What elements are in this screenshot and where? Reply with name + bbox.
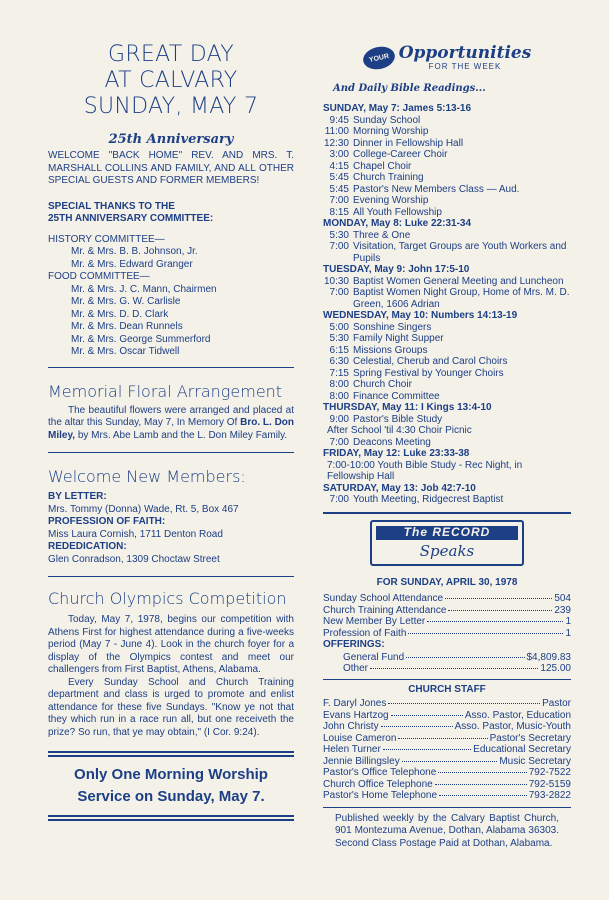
schedule-item-time: 9:45: [329, 114, 349, 126]
schedule-item-time: 10:30: [323, 275, 349, 287]
stat-row-value: 504: [554, 593, 571, 604]
worship-notice: [48, 764, 294, 808]
stat-row: [323, 593, 571, 605]
leader-dots: [388, 703, 540, 704]
schedule-item: [323, 161, 571, 173]
staff-row-label: Church Office Telephone: [323, 778, 433, 790]
rededication-label: REDEDICATION:: [48, 541, 127, 552]
schedule-item-text: Youth Meeting, Ridgecrest Baptist: [353, 494, 504, 505]
record-heading: FOR SUNDAY, APRIL 30, 1978: [376, 576, 518, 588]
schedule-item-text: Morning Worship: [353, 126, 429, 137]
schedule-item-text: Baptist Women General Meeting and Luncheon: [353, 275, 564, 287]
schedule-item-time: 6:30: [329, 356, 349, 367]
stat-row-label: Church Training Attendance: [323, 604, 447, 616]
attendance-stats: [323, 593, 571, 639]
schedule-item-text: Dinner in Fellowship Hall: [353, 137, 464, 149]
notice-line-2: Service on Sunday, May 7.: [77, 788, 265, 805]
staff-row: [323, 756, 571, 768]
offering-row-label: Other: [343, 663, 369, 674]
schedule-day-heading: FRIDAY, May 12: Luke 23:33-38: [323, 448, 470, 459]
thanks-heading-1: SPECIAL THANKS TO THE: [48, 200, 175, 212]
schedule-item: [323, 494, 571, 506]
schedule-item-time: 9:00: [329, 413, 349, 425]
stat-row-label: Profession of Faith: [323, 627, 407, 639]
schedule-item: [323, 322, 571, 334]
schedule-item-time: 8:15: [329, 206, 349, 218]
by-letter-text: Mrs. Tommy (Donna) Wade, Rt. 5, Box 467: [48, 503, 239, 515]
schedule-item: [323, 195, 571, 207]
leader-dots: [408, 633, 563, 634]
title-line-3: SUNDAY, MAY 7: [83, 94, 259, 119]
schedule-item-time: 5:30: [329, 229, 349, 241]
schedule-item-text: Sunday School: [353, 114, 421, 126]
opportunities-header: [323, 44, 571, 71]
profession-text: Miss Laura Cornish, 1711 Denton Road: [48, 528, 223, 540]
staff-row-label: Jennie Billingsley: [323, 755, 400, 767]
stat-row-value: 239: [554, 604, 571, 616]
schedule-item-time: 3:00: [329, 149, 349, 160]
schedule-item: [323, 356, 571, 368]
schedule-item-text: Sonshine Singers: [353, 321, 432, 333]
schedule-item-text: Celestial, Cherub and Carol Choirs: [353, 356, 508, 367]
schedule-item-text: 7:00-10:00 Youth Bible Study - Rec Night, in Fellowship Hall: [327, 459, 523, 482]
staff-row-value: 793-2822: [528, 790, 571, 801]
schedule-item-time: 7:00: [329, 287, 349, 298]
leader-dots: [383, 749, 471, 750]
schedule-item-text: Spring Festival by Younger Choirs: [353, 367, 504, 379]
schedule-item-text: After School 'til 4:30 Choir Picnic: [327, 425, 472, 436]
divider: [323, 807, 571, 808]
floral-text: The beautiful flowers were arranged and placed at the altar this Sunday, May 7, In Memory Of Bro. L. Don Miley, by Mrs. Abe Lamb and the L. Don Miley Family.: [48, 404, 295, 441]
offerings-list: [323, 652, 571, 675]
schedule-item-time: 5:30: [329, 333, 349, 344]
staff-row-label: Louise Cameron: [323, 732, 397, 744]
schedule-item: [323, 230, 571, 242]
offering-row: [343, 663, 571, 675]
olympics-paragraph-1: Today, May 7, 1978, begins our competition with Athens First for highest attendance during a five-weeks period (May 7 - June 4). Look in the church foyer for a display of the Olympics contest and meet our challengers from First Baptist, Athens, Alabama.: [48, 614, 294, 675]
schedule-item: [323, 425, 571, 437]
food-committee-label: FOOD COMMITTEE—: [48, 271, 150, 282]
members-title: Welcome New Members:: [48, 467, 246, 486]
schedule-day-heading: TUESDAY, May 9: John 17:5-10: [323, 264, 470, 275]
rededication-text: Glen Conradson, 1309 Choctaw Street: [48, 553, 220, 565]
anniversary-heading: 25th Anniversary: [108, 132, 234, 147]
schedule-day-heading: SUNDAY, May 7: James 5:13-16: [323, 103, 472, 114]
schedule-day-heading: MONDAY, May 8: Luke 22:31-34: [323, 218, 472, 229]
schedule-item-text: Evening Worship: [353, 195, 429, 206]
leader-dots: [448, 610, 552, 611]
schedule-day-heading: SATURDAY, May 13: Job 42:7-10: [323, 482, 476, 494]
leader-dots: [398, 738, 487, 739]
leader-dots: [438, 772, 526, 773]
offering-row-value: $4,809.83: [526, 651, 571, 663]
olympics-title: Church Olympics Competition: [48, 589, 287, 608]
staff-row-label: Evans Hartzog: [323, 709, 389, 721]
schedule-item: [323, 276, 571, 288]
schedule-item-time: 12:30: [323, 137, 349, 149]
staff-row-label: Pastor's Office Telephone: [323, 767, 437, 778]
history-committee-list: [48, 246, 294, 271]
offering-row: [343, 652, 571, 664]
divider: [323, 679, 571, 680]
right-column: [323, 0, 571, 850]
schedule-item-time: 5:45: [329, 172, 349, 183]
schedule-item-text: Missions Groups: [353, 344, 428, 356]
staff-row-value: Pastor's Secretary: [489, 732, 571, 744]
schedule-item-text: Church Training: [353, 172, 424, 183]
schedule-item-time: 11:00: [324, 126, 349, 137]
leader-dots: [370, 668, 538, 669]
schedule-item-text: College-Career Choir: [353, 149, 448, 160]
stat-row: [323, 616, 571, 628]
leader-dots: [391, 715, 463, 716]
welcome-text: WELCOME "BACK HOME" REV. AND MRS. T. MARSHALL COLLINS AND FAMILY, AND ALL OTHER SPECIAL GUESTS AND FORMER MEMBERS!: [48, 150, 294, 186]
schedule-item: [323, 414, 571, 426]
list-item: Mr. & Mrs. G. W. Carlisle: [71, 296, 181, 307]
weekly-schedule: [323, 103, 571, 506]
leader-dots: [427, 621, 563, 622]
schedule-item-text: Church Choir: [353, 379, 412, 390]
offerings-label: OFFERINGS:: [323, 639, 385, 650]
staff-row-value: Music Secretary: [499, 755, 571, 767]
staff-row-value: Asso. Pastor, Music-Youth: [454, 721, 571, 732]
staff-row-label: F. Daryl Jones: [323, 698, 387, 709]
staff-row: [323, 721, 571, 733]
food-committee-list: [48, 284, 294, 359]
floral-title: Memorial Floral Arrangement: [48, 381, 283, 401]
schedule-item: [323, 333, 571, 345]
list-item: Mr. & Mrs. B. B. Johnson, Jr.: [71, 246, 198, 257]
offering-row-label: General Fund: [343, 651, 405, 663]
stat-row-value: 1: [565, 616, 571, 627]
schedule-item: [323, 115, 571, 127]
record-speaks-logo: [370, 520, 524, 566]
schedule-day-heading: THURSDAY, May 11: I Kings 13:4-10: [323, 402, 492, 413]
schedule-item: [323, 241, 571, 264]
staff-row: [323, 790, 571, 802]
schedule-item-time: 5:00: [329, 321, 349, 333]
schedule-day-heading: WEDNESDAY, May 10: Numbers 14:13-19: [323, 310, 518, 321]
schedule-item-time: 5:45: [329, 183, 349, 195]
staff-row-label: John Christy: [323, 721, 379, 732]
opportunities-title: Opportunities: [398, 43, 532, 63]
staff-row: [323, 710, 571, 722]
offering-row-value: 125.00: [540, 663, 571, 674]
schedule-item: [323, 149, 571, 161]
thanks-heading-2: 25TH ANNIVERSARY COMMITTEE:: [48, 213, 214, 224]
schedule-item: [323, 172, 571, 184]
speaks-logo-text: Speaks: [419, 541, 475, 560]
left-column: [48, 0, 294, 821]
schedule-item-text: Chapel Choir: [353, 160, 412, 172]
schedule-item: [323, 368, 571, 380]
staff-row-label: Helen Turner: [323, 744, 381, 755]
opportunities-subtitle: FOR THE WEEK: [428, 62, 502, 71]
staff-row: [323, 767, 571, 779]
list-item: Mr. & Mrs. Oscar Tidwell: [71, 346, 180, 357]
schedule-item-time: 7:00: [329, 494, 349, 505]
schedule-item-time: 8:00: [329, 379, 349, 390]
schedule-item: [323, 207, 571, 219]
schedule-item-time: 7:15: [329, 367, 349, 379]
title-line-2: AT CALVARY: [104, 68, 238, 93]
schedule-item-time: 7:00: [329, 436, 349, 448]
schedule-item: [323, 287, 571, 310]
staff-list: [323, 698, 571, 802]
schedule-item: [323, 126, 571, 138]
list-item: Mr. & Mrs. Edward Granger: [71, 258, 193, 270]
staff-heading: CHURCH STAFF: [408, 683, 486, 695]
schedule-item-text: Finance Committee: [353, 390, 440, 402]
schedule-item: [323, 184, 571, 196]
leader-dots: [406, 657, 524, 658]
leader-dots: [439, 795, 527, 796]
schedule-item-text: Pastor's New Members Class — Aud.: [353, 183, 520, 195]
leader-dots: [381, 726, 453, 727]
list-item: Mr. & Mrs. J. C. Mann, Chairmen: [71, 283, 217, 295]
leader-dots: [435, 784, 527, 785]
staff-row-value: Asso. Pastor, Education: [464, 709, 571, 721]
list-item: Mr. & Mrs. Dean Runnels: [71, 321, 183, 332]
publication-notice: Published weekly by the Calvary Baptist Church, 901 Montezuma Avenue, Dothan, Alabama 36303. Second Class Postage Paid at Dothan, Alabama.: [335, 812, 559, 849]
list-item: Mr. & Mrs. George Summerford: [71, 333, 211, 345]
schedule-item: [323, 460, 571, 483]
your-badge: YOUR: [361, 43, 397, 71]
schedule-item-text: Pastor's Bible Study: [353, 413, 443, 425]
notice-line-1: Only One Morning Worship: [74, 766, 268, 783]
title-line-1: GREAT DAY: [107, 42, 235, 67]
schedule-item-time: 7:00: [329, 195, 349, 206]
schedule-item: [323, 437, 571, 449]
schedule-item-time: 7:00: [329, 241, 349, 252]
schedule-item: [323, 345, 571, 357]
by-letter-label: BY LETTER:: [48, 491, 107, 502]
staff-row-value: 792-5159: [528, 778, 571, 790]
profession-label: PROFESSION OF FAITH:: [48, 516, 166, 527]
staff-row-value: 792-7522: [528, 767, 571, 778]
schedule-item-time: 6:15: [329, 344, 349, 356]
memorial-name: Bro. L. Don Miley,: [48, 417, 295, 441]
stat-row: [323, 605, 571, 617]
schedule-item: [323, 138, 571, 150]
stat-row-label: New Member By Letter: [323, 616, 426, 627]
staff-row-value: Educational Secretary: [473, 744, 571, 755]
schedule-item-text: Baptist Women Night Group, Home of Mrs. M. D. Green, 1606 Adrian: [353, 287, 570, 310]
leader-dots: [402, 761, 498, 762]
schedule-item-text: Family Night Supper: [353, 333, 444, 344]
staff-row: [323, 779, 571, 791]
schedule-item-time: 4:15: [329, 160, 349, 172]
stat-row-value: 1: [565, 627, 571, 639]
schedule-item: [323, 391, 571, 403]
schedule-item-text: Deacons Meeting: [353, 436, 431, 448]
stat-row-label: Sunday School Attendance: [323, 593, 444, 604]
schedule-item-text: Three & One: [353, 229, 411, 241]
staff-row-label: Pastor's Home Telephone: [323, 790, 438, 801]
stat-row: [323, 628, 571, 640]
staff-row: [323, 744, 571, 756]
schedule-item-text: All Youth Fellowship: [353, 206, 442, 218]
record-logo-text: The RECORD: [403, 524, 491, 539]
staff-row: [323, 698, 571, 710]
history-committee-label: HISTORY COMMITTEE—: [48, 233, 165, 245]
schedule-item: [323, 379, 571, 391]
bible-readings-heading: And Daily Bible Readings...: [333, 83, 486, 94]
staff-row: [323, 733, 571, 745]
schedule-item-text: Visitation, Target Groups are Youth Workers and Pupils: [353, 241, 567, 264]
leader-dots: [445, 598, 552, 599]
olympics-paragraph-2: Every Sunday School and Church Training department and class is urged to promote and enlist attendance for these five Sundays. "Know ye not that they which run in a race run all, but one receiveth the prize? So run, that ye may obtain," (I Cor. 9:24).: [48, 676, 294, 738]
schedule-item-time: 8:00: [329, 390, 349, 402]
staff-row-value: Pastor: [542, 698, 571, 709]
list-item: Mr. & Mrs. D. D. Clark: [71, 308, 169, 320]
double-rule: [48, 815, 294, 821]
